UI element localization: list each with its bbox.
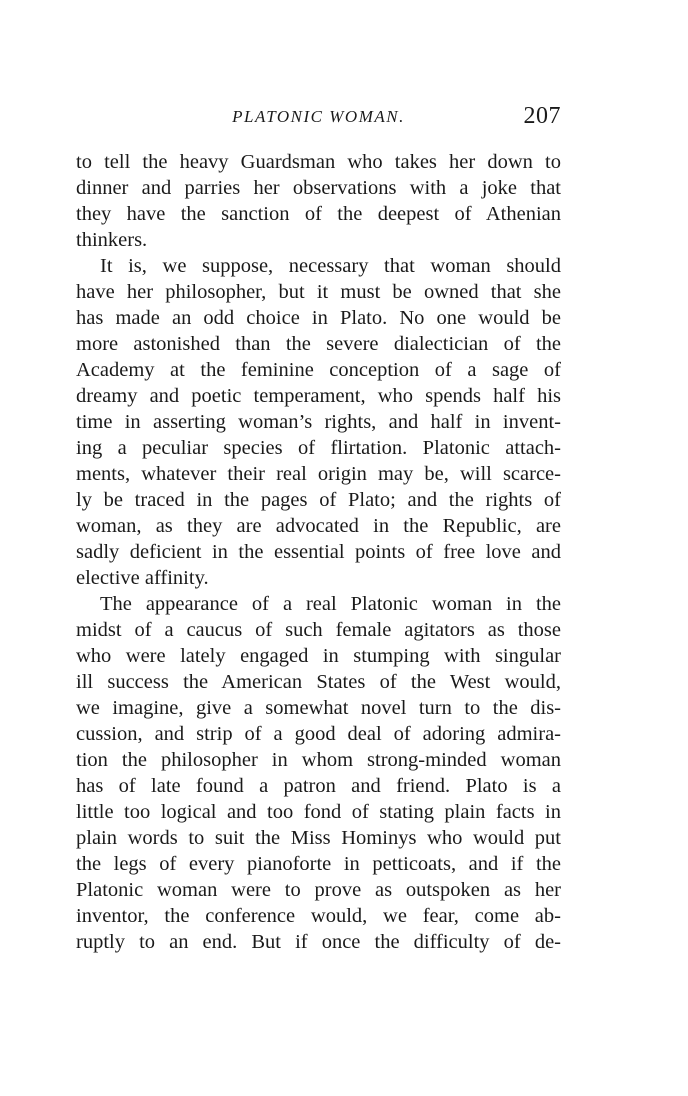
text-line: woman, as they are advocated in the Republic, are xyxy=(76,515,561,537)
text-line: ruptly to an end. But if once the difficulty of de- xyxy=(76,931,561,953)
text-line: ing a peculiar species of flirtation. Platonic attach- xyxy=(76,437,561,459)
text-line: little too logical and too fond of stating plain facts in xyxy=(76,801,561,823)
text-line: ments, whatever their real origin may be, will scarce- xyxy=(76,463,561,485)
paragraph-start-line: It is, we suppose, necessary that woman should xyxy=(100,255,561,277)
text-line: dreamy and poetic temperament, who spends half his xyxy=(76,385,561,407)
text-line: to tell the heavy Guardsman who takes her down to xyxy=(76,151,561,173)
text-line: Academy at the feminine conception of a sage of xyxy=(76,359,561,381)
paragraph-start-line: The appearance of a real Platonic woman in the xyxy=(100,593,561,615)
text-line: dinner and parries her observations with a joke that xyxy=(76,177,561,199)
text-line: Platonic woman were to prove as outspoken as her xyxy=(76,879,561,901)
text-line: has of late found a patron and friend. Plato is a xyxy=(76,775,561,797)
text-line: who were lately engaged in stumping with singular xyxy=(76,645,561,667)
body-text xyxy=(76,149,561,955)
text-line: sadly deficient in the essential points of free love and xyxy=(76,541,561,563)
text-line: inventor, the conference would, we fear, come ab- xyxy=(76,905,561,927)
text-line: more astonished than the severe dialectician of the xyxy=(76,333,561,355)
running-title: PLATONIC WOMAN. xyxy=(232,107,405,126)
text-line: time in asserting woman’s rights, and half in invent- xyxy=(76,411,561,433)
text-line: ly be traced in the pages of Plato; and the rights of xyxy=(76,489,561,511)
text-line: elective affinity. xyxy=(76,567,209,589)
text-line: plain words to suit the Miss Hominys who would put xyxy=(76,827,561,849)
text-line: ill success the American States of the West would, xyxy=(76,671,561,693)
text-line: we imagine, give a somewhat novel turn to the dis- xyxy=(76,697,561,719)
text-line: thinkers. xyxy=(76,229,148,251)
text-line: midst of a caucus of such female agitators as those xyxy=(76,619,561,641)
text-line: they have the sanction of the deepest of Athenian xyxy=(76,203,561,225)
text-line: has made an odd choice in Plato. No one would be xyxy=(76,307,561,329)
running-head xyxy=(76,103,561,135)
text-line: have her philosopher, but it must be owned that she xyxy=(76,281,561,303)
text-line: tion the philosopher in whom strong-minded woman xyxy=(76,749,561,771)
text-line: the legs of every pianoforte in petticoats, and if the xyxy=(76,853,561,875)
page-number: 207 xyxy=(523,103,561,129)
text-line: cussion, and strip of a good deal of adoring admira- xyxy=(76,723,561,745)
